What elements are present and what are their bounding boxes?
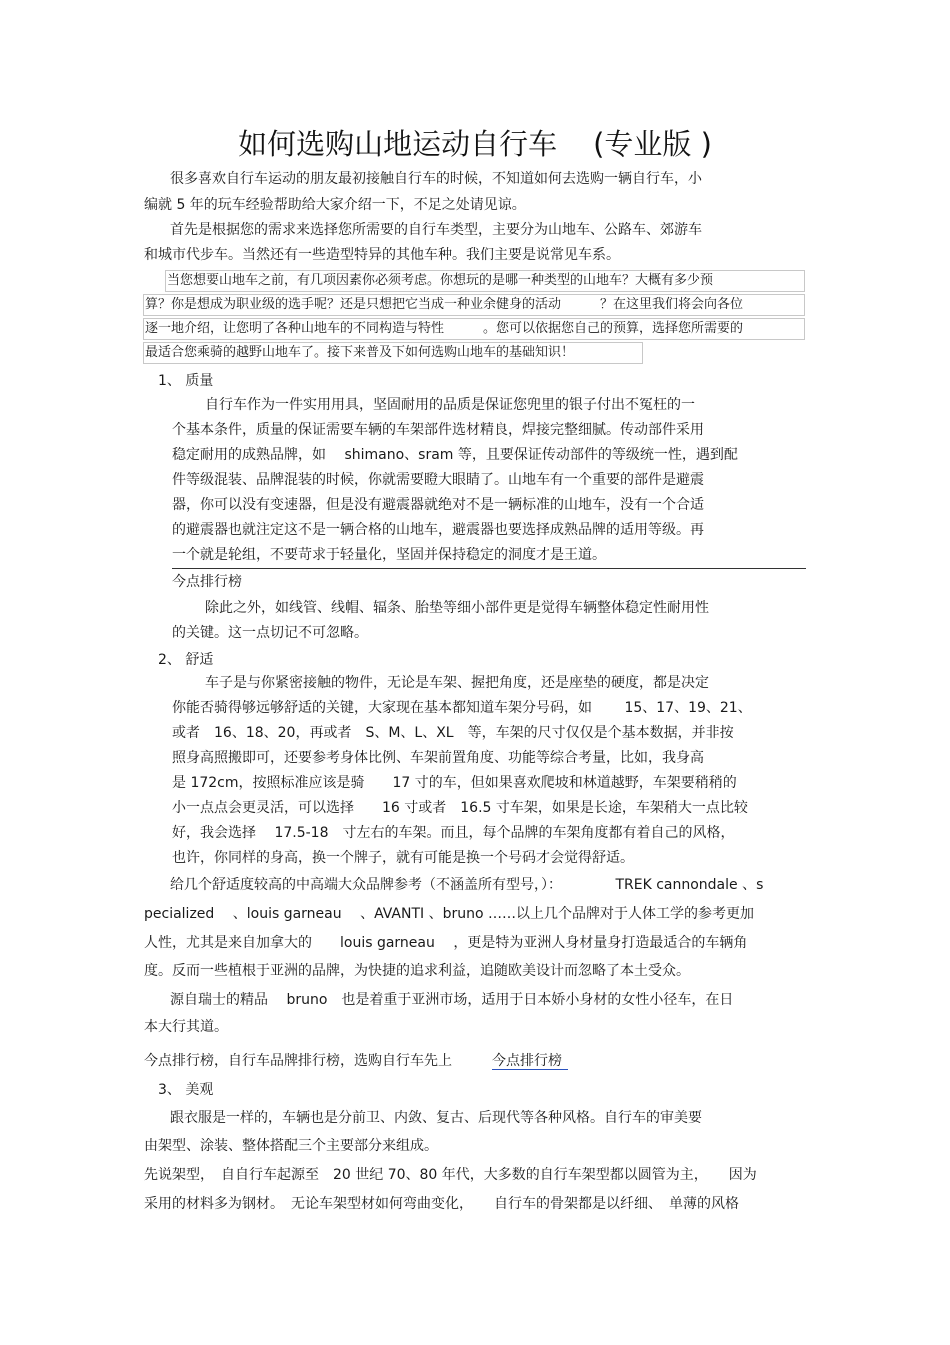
paragraph-line: 的关键。这一点切记不可忽略。 xyxy=(172,625,368,641)
ranking-label: 今点排行榜 xyxy=(172,574,242,590)
divider xyxy=(172,568,806,569)
title-sub: (专业版 ) xyxy=(593,127,712,161)
intro-line: 首先是根据您的需求来选择您所需要的自行车类型，主要分为山地车、公路车、郊游车 xyxy=(170,222,702,238)
boxed-line: 算？你是想成为职业级的选手呢？还是只想把它当成一种业余健身的活动 ？在这里我们将会向各位 xyxy=(145,297,744,312)
paragraph-line: 件等级混装、品牌混装的时候，你就需要瞪大眼睛了。山地车有一个重要的部件是避震 xyxy=(172,472,704,488)
paragraph-line: 是 172cm，按照标准应该是骑 17 寸的车，但如果喜欢爬坡和林道越野，车架要稍稍的 xyxy=(172,775,737,791)
paragraph-line: 稳定耐用的成熟品牌，如 shimano、sram 等，且要保证传动部件的等级统一性，遇到配 xyxy=(172,447,738,463)
section-heading-comfort: 2、 舒适 xyxy=(158,652,214,668)
paragraph-line: 本大行其道。 xyxy=(144,1019,228,1035)
intro-line: 很多喜欢自行车运动的朋友最初接触自行车的时候，不知道如何去选购一辆自行车，小 xyxy=(170,171,702,187)
paragraph-line: 先说架型， 自自行车起源至 20 世纪 70、80 年代，大多数的自行车架型都以圆管为主， 因为 xyxy=(144,1167,757,1183)
paragraph-line: 好，我会选择 17.5-18 寸左右的车架。而且，每个品牌的车架角度都有着自己的风格， xyxy=(172,825,735,841)
paragraph-line: 自行车作为一件实用用具，坚固耐用的品质是保证您兜里的银子付出不冤枉的一 xyxy=(205,397,695,413)
paragraph-line: 跟衣服是一样的，车辆也是分前卫、内敛、复古、后现代等各种风格。自行车的审美要 xyxy=(170,1110,702,1126)
paragraph-line: 或者 16、18、20，再或者 S、M、L、XL 等，车架的尺寸仅仅是个基本数据，并非按 xyxy=(172,725,734,741)
footer-line xyxy=(144,1052,568,1070)
ranking-link[interactable]: 今点排行榜 xyxy=(492,1053,568,1070)
paragraph-line: 由架型、涂装、整体搭配三个主要部分来组成。 xyxy=(144,1138,438,1154)
paragraph-line: 车子是与你紧密接触的物件，无论是车架、握把角度，还是座垫的硬度，都是决定 xyxy=(205,675,709,691)
paragraph-line: 你能否骑得够远够舒适的关键，大家现在基本都知道车架分号码，如 15、17、19、21、 xyxy=(172,700,752,716)
paragraph-line: pecialized 、louis garneau 、AVANTI 、bruno ……以上几个品牌对于人体工学的参考更加 xyxy=(144,906,755,922)
intro-line: 编就 5 年的玩车经验帮助给大家介绍一下，不足之处请见谅。 xyxy=(144,197,526,213)
boxed-line: 逐一地介绍，让您明了各种山地车的不同构造与特性 。您可以依据您自己的预算，选择您所需要的 xyxy=(145,321,744,336)
section-heading-appearance: 3、 美观 xyxy=(158,1082,214,1098)
section-heading-quality: 1、 质量 xyxy=(158,373,214,389)
title-main: 如何选购山地运动自行车 xyxy=(238,127,558,161)
footer-text: 今点排行榜，自行车品牌排行榜，选购自行车先上 xyxy=(144,1053,452,1069)
boxed-line: 当您想要山地车之前，有几项因素你必须考虑。你想玩的是哪一种类型的山地车？大概有多少预 xyxy=(167,273,714,288)
boxed-line: 最适合您乘骑的越野山地车了。接下来普及下如何选购山地车的基础知识！ xyxy=(145,345,575,360)
paragraph-line: 器，你可以没有变速器，但是没有避震器就绝对不是一辆标准的山地车，没有一个合适 xyxy=(172,497,704,513)
page-title xyxy=(0,124,950,164)
paragraph-line: 小一点点会更灵活，可以选择 16 寸或者 16.5 寸车架，如果是长途，车架稍大一点比较 xyxy=(172,800,748,816)
paragraph-line: 一个就是轮组，不要苛求于轻量化，坚固并保持稳定的洞度才是王道。 xyxy=(172,547,606,563)
paragraph-line: 照身高照搬即可，还要参考身体比例、车架前置角度、功能等综合考量，比如，我身高 xyxy=(172,750,704,766)
paragraph-line: 除此之外，如线管、线帽、辐条、胎垫等细小部件更是觉得车辆整体稳定性耐用性 xyxy=(205,600,709,616)
paragraph-line: 个基本条件，质量的保证需要车辆的车架部件选材精良，焊接完整细腻。传动部件采用 xyxy=(172,422,704,438)
paragraph-line: 度。反而一些植根于亚洲的品牌，为快捷的追求利益，追随欧美设计而忽略了本土受众。 xyxy=(144,963,690,979)
paragraph-line: 采用的材料多为钢材。 无论车架型材如何弯曲变化， 自行车的骨架都是以纤细、 单薄的风格 xyxy=(144,1196,739,1212)
paragraph-line: 给几个舒适度较高的中高端大众品牌参考（不涵盖所有型号，）： TREK cannondale 、s xyxy=(170,877,764,893)
paragraph-line: 人性，尤其是来自加拿大的 louis garneau ，更是特为亚洲人身材量身打造最适合的车辆角 xyxy=(144,935,748,951)
intro-line: 和城市代步车。当然还有一些造型特异的其他车种。我们主要是说常见车系。 xyxy=(144,247,620,263)
paragraph-line: 的避震器也就注定这不是一辆合格的山地车，避震器也要选择成熟品牌的适用等级。再 xyxy=(172,522,704,538)
paragraph-line: 也许，你同样的身高，换一个牌子，就有可能是换一个号码才会觉得舒适。 xyxy=(172,850,634,866)
paragraph-line: 源自瑞士的精品 bruno 也是着重于亚洲市场，适用于日本娇小身材的女性小径车，在日 xyxy=(170,992,734,1008)
